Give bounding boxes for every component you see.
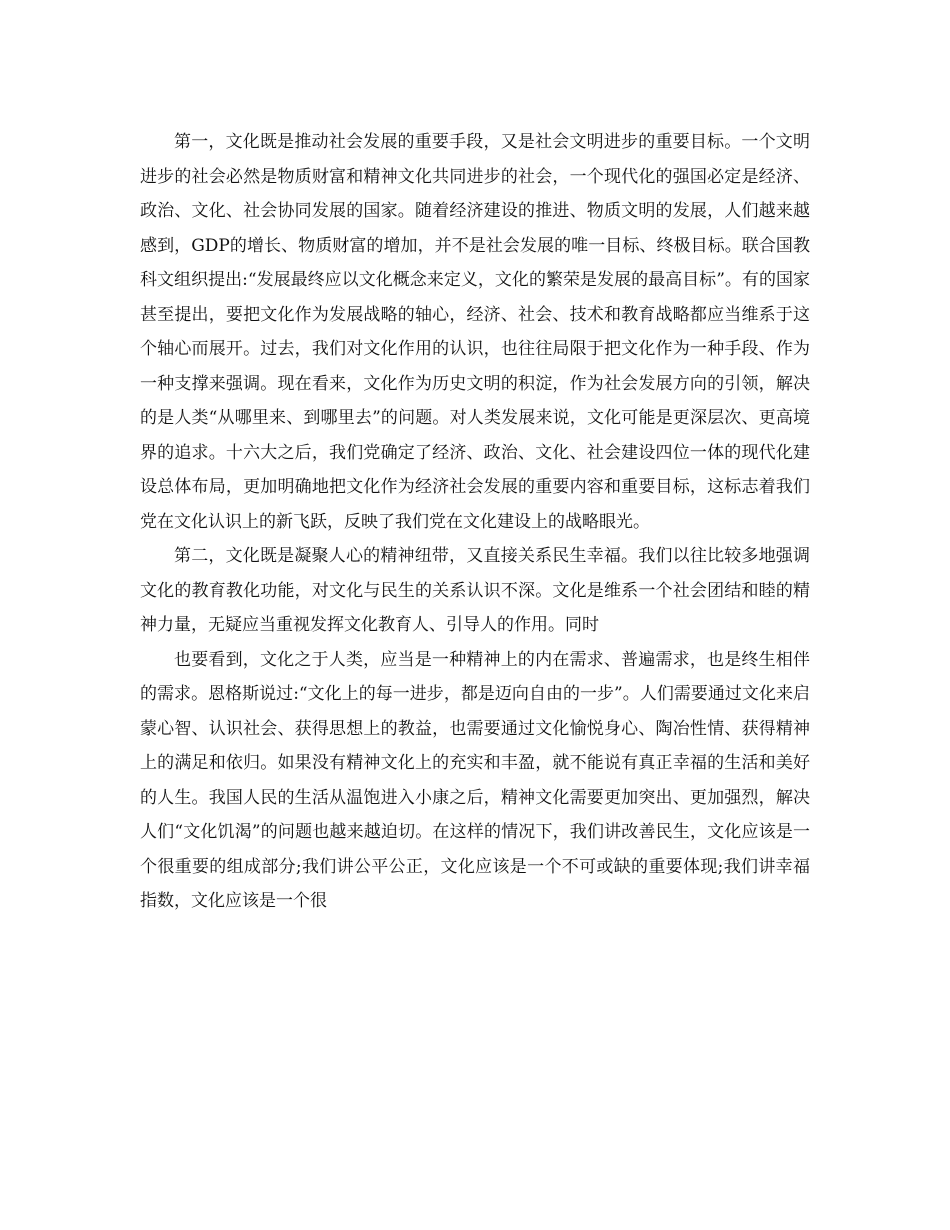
paragraph-1: 第一，文化既是推动社会发展的重要手段，又是社会文明进步的重要目标。一个文明进步的社会必然是物质财富和精神文化共同进步的社会，一个现代化的强国必定是经济、政治、文化、社会协同发展的国家。随着经济建设的推进、物质文明的发展，人们越来越感到，GDP的增长、物质财富的增加，并不是社会发展的唯一目标、终极目标。联合国教科文组织提出:“发展最终应以文化概念来定义，文化的繁荣是发展的最高目标”。有的国家甚至提出，要把文化作为发展战略的轴心，经济、社会、技术和教育战略都应当维系于这个轴心而展开。过去，我们对文化作用的认识，也往往局限于把文化作为一种手段、作为一种支撑来强调。现在看来，文化作为历史文明的积淀，作为社会发展方向的引领，解决的是人类“从哪里来、到哪里去”的问题。对人类发展来说，文化可能是更深层次、更高境界的追求。十六大之后，我们党确定了经济、政治、文化、社会建设四位一体的现代化建设总体布局，更加明确地把文化作为经济社会发展的重要内容和重要目标，这标志着我们党在文化认识上的新飞跃，反映了我们党在文化建设上的战略眼光。 <box>140 132 810 532</box>
paragraph-2: 第二，文化既是凝聚人心的精神纽带，又直接关系民生幸福。我们以往比较多地强调文化的教育教化功能，对文化与民生的关系认识不深。文化是维系一个社会团结和睦的精神力量，无疑应当重视发挥文化教育人、引导人的作用。同时 <box>140 546 810 635</box>
paragraph-3: 也要看到，文化之于人类，应当是一种精神上的内在需求、普遍需求，也是终生相伴的需求。恩格斯说过:“文化上的每一进步，都是迈向自由的一步”。人们需要通过文化来启蒙心智、认识社会、获得思想上的教益，也需要通过文化愉悦身心、陶冶性情、获得精神上的满足和依归。如果没有精神文化上的充实和丰盈，就不能说有真正幸福的生活和美好的人生。我国人民的生活从温饱进入小康之后，精神文化需要更加突出、更加强烈，解决人们“文化饥渴”的问题也越来越迫切。在这样的情况下，我们讲改善民生，文化应该是一个很重要的组成部分;我们讲公平公正，文化应该是一个不可或缺的重要体现;我们讲幸福指数，文化应该是一个很 <box>140 649 810 911</box>
document-body <box>140 125 810 919</box>
